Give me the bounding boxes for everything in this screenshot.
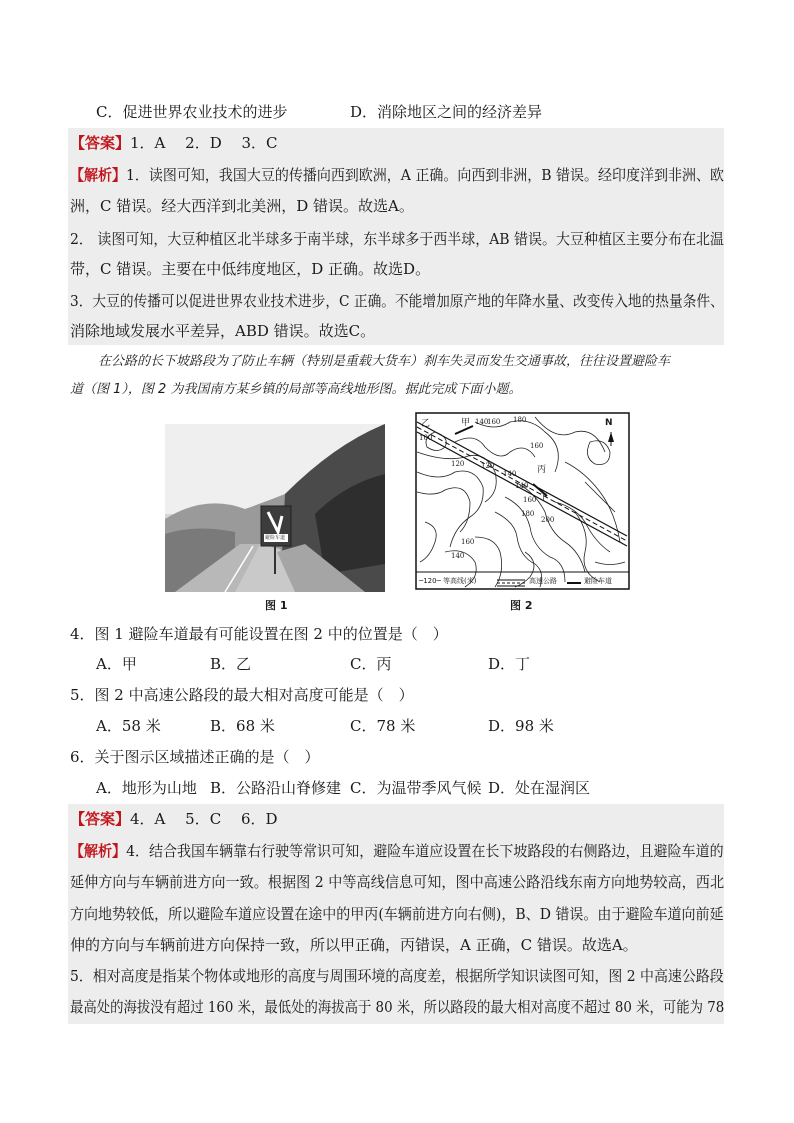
place-label-bing: 丙: [537, 465, 547, 475]
q4-option-b: B．乙: [210, 655, 252, 673]
reading-passage: [70, 348, 725, 404]
north-label: N: [605, 418, 613, 428]
figure-1-caption: 图 1: [265, 599, 288, 612]
q5-option-c: C．78 米: [350, 717, 416, 735]
analysis-2-line-3: 方向地势较低，所以避险车道应设置在途中的甲丙(车辆前进方向右侧)，B、D 错误。由于避险车道向前延: [70, 905, 724, 923]
answer-text: 1．A 2．D 3．C: [130, 134, 278, 152]
analysis-1-line-1: 【解析】1．读图可知，我国大豆的传播向西到欧洲，A 正确。向西到非洲，B 错误。经印度洋到非洲、欧: [70, 166, 724, 184]
contour-label: 120: [451, 460, 465, 468]
question-4-stem: 4．图 1 避险车道最有可能设置在图 2 中的位置是（ ）: [70, 625, 448, 643]
analysis-label: 【解析】: [70, 166, 126, 184]
question-5-stem: 5．图 2 中高速公路段的最大相对高度可能是（ ）: [70, 686, 414, 704]
analysis-1-line-2: 洲，C 错误。经大西洋到北美洲，D 错误。故选A。: [70, 197, 414, 215]
answer-label: 【答案】: [70, 134, 131, 152]
legend-highway: 高速公路: [529, 577, 557, 585]
contour-label: 160: [530, 442, 544, 450]
legend-contour: ─120─ 等高线(米): [419, 577, 477, 585]
q5-option-d: D．98 米: [488, 717, 554, 735]
place-label-yi: 乙: [421, 419, 431, 429]
figure-1-photo: [165, 424, 385, 596]
analysis-2-line-1: 【解析】4．结合我国车辆靠右行驶等常识可知，避险车道应设置在长下坡路段的右侧路边，且避险车道的: [70, 842, 724, 860]
analysis-label: 【解析】: [70, 842, 127, 860]
q6-option-b: B．公路沿山脊修建: [210, 779, 342, 797]
contour-label: 160: [523, 496, 537, 504]
place-label-ding: 丁: [539, 493, 549, 503]
figure-2-caption: 图 2: [510, 599, 533, 612]
analysis-2-line-2: 延伸方向与车辆前进方向一致。根据图 2 中等高线信息可知，图中高速公路沿线东南方向地势较高，西北: [70, 873, 725, 891]
contour-label: 120: [481, 462, 495, 470]
q3-option-c: C．促进世界农业技术的进步: [96, 103, 288, 121]
analysis-1-line-3: 2． 读图可知，大豆种植区北半球多于南半球，东半球多于西半球，AB 错误。大豆种植区主要分布在北温: [70, 230, 724, 248]
contour-label: 140: [475, 418, 489, 426]
q4-option-a: A．甲: [96, 655, 137, 673]
contour-label: 100: [419, 434, 433, 442]
answer-2: [70, 808, 278, 830]
q3-option-d: D．消除地区之间的经济差异: [350, 103, 543, 121]
contour-label: 180: [513, 416, 527, 424]
q4-option-d: D．丁: [488, 655, 531, 673]
contour-label: 140: [451, 552, 465, 560]
place-label-jia: 甲: [461, 418, 471, 428]
analysis-2-line-6: 最高处的海拔没有超过 160 米，最低处的海拔高于 80 米，所以路段的最大相对高度不超过 80 米，可能为 78: [70, 998, 725, 1016]
q6-option-c: C．为温带季风气候: [350, 779, 482, 797]
answer-label: 【答案】: [70, 810, 131, 828]
answer-text: 4．A 5．C 6．D: [130, 810, 278, 828]
analysis-1-line-5: 3．大豆的传播可以促进世界农业技术进步，C 正确。不能增加原产地的年降水量、改变传入地的热量条件、: [70, 292, 724, 310]
analysis-2-line-5: 5．相对高度是指某个物体或地形的高度与周围环境的高度差，根据所学知识读图可知，图 2 中高速公路段: [70, 967, 724, 985]
q5-option-a: A．58 米: [96, 717, 161, 735]
figure-2-contour-map: [415, 412, 630, 594]
contour-label: 160: [487, 418, 501, 426]
contour-label: 140: [515, 482, 529, 490]
passage-line-1: 在公路的长下坡路段为了防止车辆（特别是重载大货车）刹车失灵而发生交通事故，往往设置避险车: [98, 354, 671, 369]
contour-label: 200: [541, 516, 555, 524]
question-6-stem: 6．关于图示区域描述正确的是（ ）: [70, 748, 320, 766]
analysis-1-line-4: 带，C 错误。主要在中低纬度地区，D 正确。故选D。: [70, 260, 431, 278]
analysis-2-line-4: 伸的方向与车辆前进方向保持一致，所以甲正确，丙错误，A 正确，C 错误。故选A。: [70, 936, 638, 954]
contour-label: 180: [521, 510, 535, 518]
answer-1: [70, 132, 278, 154]
q5-option-b: B．68 米: [210, 717, 275, 735]
contour-label: 160: [461, 538, 475, 546]
passage-line-2: 道（图 1），图 2 为我国南方某乡镇的局部等高线地形图。据此完成下面小题。: [70, 382, 522, 397]
q6-option-d: D．处在湿润区: [488, 779, 591, 797]
analysis-1-line-6: 消除地域发展水平差异，ABD 错误。故选C。: [70, 322, 376, 340]
figure-1-sign-text: 避险车道: [264, 535, 285, 541]
q4-option-c: C．丙: [350, 655, 392, 673]
contour-label: 140: [503, 470, 517, 478]
q6-option-a: A．地形为山地: [96, 779, 197, 797]
legend-escape-lane: 避险车道: [584, 577, 612, 585]
